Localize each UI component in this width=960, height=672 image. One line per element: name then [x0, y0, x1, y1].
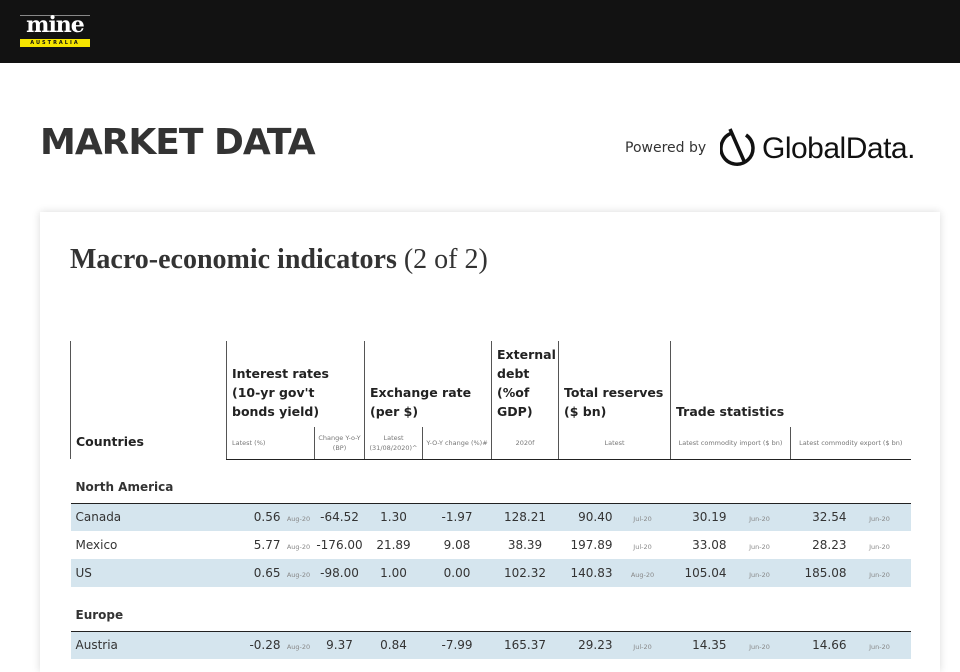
table-row — [71, 531, 911, 559]
macro-indicators-card — [40, 212, 940, 672]
export-latest: 14.66 — [791, 631, 849, 659]
table-row — [71, 559, 911, 587]
exchange-yoy: -1.97 — [423, 503, 492, 531]
region-row — [71, 587, 911, 631]
import-latest: 14.35 — [671, 631, 729, 659]
interest-latest: -0.28 — [227, 631, 283, 659]
region-row — [71, 459, 911, 503]
interest-change: 9.37 — [315, 631, 365, 659]
interest-date: Aug-20 — [286, 543, 311, 551]
card-title: Macro-economic indicators (2 of 2) — [70, 244, 488, 275]
import-latest: 33.08 — [692, 538, 727, 552]
import-date: Jun-20 — [729, 559, 791, 587]
reserves-latest: 140.83 — [559, 559, 615, 587]
sub-int-latest: Latest (%) — [227, 427, 315, 459]
export-date: Jun-20 — [849, 503, 911, 531]
exchange-latest: 1.00 — [365, 559, 423, 587]
reserves-date: Jul-20 — [633, 543, 652, 551]
reserves-latest: 90.40 — [559, 503, 615, 531]
external-debt: 128.21 — [492, 503, 559, 531]
sub-debt: 2020f — [492, 427, 559, 459]
mine-australia-logo[interactable] — [20, 12, 90, 47]
country-name: US — [71, 559, 227, 587]
region-name: North America — [75, 480, 174, 494]
external-debt: 102.32 — [492, 559, 559, 587]
sub-reserves: Latest — [559, 427, 671, 459]
globaldata-logo[interactable] — [720, 127, 915, 171]
interest-latest: 5.77 — [253, 538, 281, 552]
exchange-yoy: 9.08 — [443, 538, 471, 552]
logo-sub: AUSTRALIA — [20, 39, 90, 47]
exchange-latest: 1.30 — [365, 503, 423, 531]
exchange-yoy: 0.00 — [423, 559, 492, 587]
import-date: Jun-20 — [749, 543, 770, 551]
export-latest: 32.54 — [791, 503, 849, 531]
reserves-date: Jul-20 — [615, 503, 671, 531]
region-name: Europe — [75, 607, 124, 622]
exchange-latest: 0.84 — [365, 631, 423, 659]
header-total-reserves: Total reserves ($ bn) — [559, 341, 671, 427]
import-date: Jun-20 — [729, 631, 791, 659]
globaldata-text: GlobalData. — [762, 132, 915, 165]
country-name: Mexico — [75, 538, 118, 552]
external-debt: 165.37 — [492, 631, 559, 659]
sub-ex-latest: Latest (31/08/2020)^ — [365, 427, 423, 459]
header-interest-rates: Interest rates (10-yr gov't bonds yield) — [227, 341, 365, 427]
import-latest: 30.19 — [671, 503, 729, 531]
powered-by-label: Powered by — [625, 140, 707, 156]
interest-date: Aug-20 — [283, 631, 315, 659]
exchange-latest: 21.89 — [376, 538, 411, 552]
top-navbar — [0, 0, 960, 63]
reserves-date: Jul-20 — [615, 631, 671, 659]
export-latest: 28.23 — [812, 538, 847, 552]
interest-change: -176.00 — [316, 538, 363, 552]
external-debt: 38.39 — [507, 538, 543, 552]
sub-import: Latest commodity import ($ bn) — [671, 427, 791, 459]
sub-int-change: Change Y-o-Y (BP) — [315, 427, 365, 459]
reserves-latest: 29.23 — [559, 631, 615, 659]
interest-date: Aug-20 — [283, 503, 315, 531]
sub-export: Latest commodity export ($ bn) — [791, 427, 911, 459]
header-external-debt: External debt (%of GDP) — [492, 341, 559, 427]
interest-change: -98.00 — [315, 559, 365, 587]
reserves-latest: 197.89 — [570, 538, 613, 552]
globaldata-mark-icon — [720, 127, 756, 171]
import-date: Jun-20 — [729, 503, 791, 531]
import-latest: 105.04 — [671, 559, 729, 587]
interest-latest: 0.56 — [227, 503, 283, 531]
export-latest: 185.08 — [791, 559, 849, 587]
country-name: Canada — [71, 503, 227, 531]
page-title: MARKET DATA — [40, 122, 315, 163]
export-date: Jun-20 — [849, 631, 911, 659]
sub-ex-yoy: Y-O-Y change (%)# — [423, 427, 492, 459]
country-name: Austria — [71, 631, 227, 659]
logo-word: mine — [26, 12, 84, 38]
interest-date: Aug-20 — [283, 559, 315, 587]
table-row — [71, 503, 911, 531]
macro-table — [70, 341, 911, 659]
reserves-date: Aug-20 — [615, 559, 671, 587]
header-exchange-rate: Exchange rate (per $) — [365, 341, 492, 427]
export-date: Jun-20 — [849, 559, 911, 587]
interest-change: -64.52 — [315, 503, 365, 531]
export-date: Jun-20 — [869, 543, 890, 551]
header-countries: Countries — [71, 341, 227, 459]
interest-latest: 0.65 — [227, 559, 283, 587]
card-subtitle: (2 of 2) — [403, 244, 488, 275]
header-trade-statistics: Trade statistics — [671, 341, 911, 427]
exchange-yoy: -7.99 — [423, 631, 492, 659]
